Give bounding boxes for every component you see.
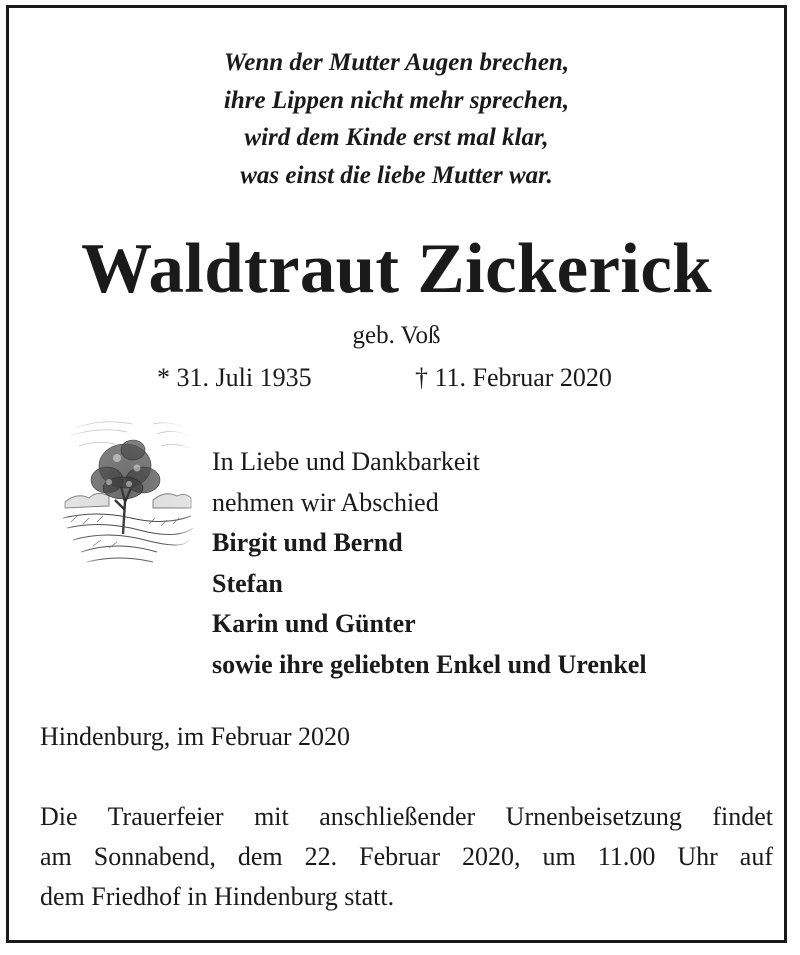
place-and-date: Hindenburg, im Februar 2020 bbox=[40, 722, 351, 751]
death-date: † 11. Februar 2020 bbox=[415, 363, 612, 392]
poem-line: Wenn der Mutter Augen brechen, bbox=[223, 49, 570, 76]
mourner-name: sowie ihre geliebten Enkel und Urenkel bbox=[212, 649, 647, 679]
mourner-name: Stefan bbox=[212, 568, 283, 598]
mourners-block bbox=[212, 442, 647, 685]
mourner-name: Birgit und Bernd bbox=[212, 528, 403, 557]
birth-date: * 31. Juli 1935 bbox=[157, 363, 312, 392]
funeral-line: dem Friedhof in Hindenburg statt. bbox=[40, 882, 395, 911]
poem-line: was einst die liebe Mutter war. bbox=[240, 161, 553, 189]
maiden-name: geb. Voß bbox=[352, 322, 441, 349]
funeral-line: Die Trauerfeier mit anschließender Urnenbeisetzung findet bbox=[40, 802, 773, 831]
mourner-name: Karin und Günter bbox=[212, 609, 416, 638]
poem-line: ihre Lippen nicht mehr sprechen, bbox=[223, 86, 570, 114]
funeral-announcement bbox=[40, 797, 773, 917]
mourners-intro: In Liebe und Dankbarkeit bbox=[212, 447, 480, 476]
funeral-line: am Sonnabend, dem 22. Februar 2020, um 11.00 Uhr auf bbox=[40, 842, 773, 871]
mourners-intro: nehmen wir Abschied bbox=[212, 487, 439, 517]
obituary-notice bbox=[6, 5, 787, 943]
poem-line: wird dem Kinde erst mal klar, bbox=[244, 124, 549, 151]
deceased-name: Waldtraut Zickerick bbox=[81, 230, 712, 308]
tree-landscape-drawing-icon bbox=[57, 406, 197, 576]
memorial-poem bbox=[9, 44, 784, 194]
